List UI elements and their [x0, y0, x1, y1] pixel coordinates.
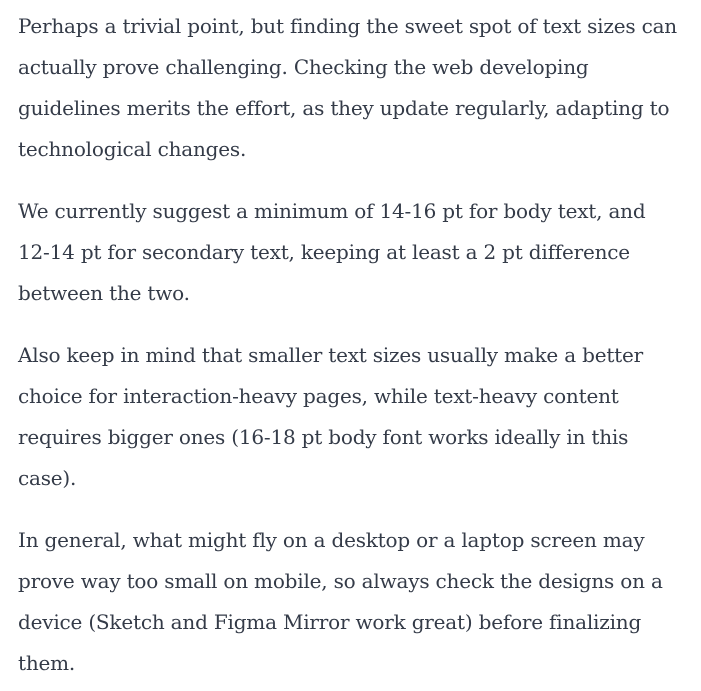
paragraph-page-type-sizes: Also keep in mind that smaller text sizes usually make a better choice for interaction-heavy pages, while text-heavy content requires bigger ones (16-18 pt body font works ideally in this case).: [18, 343, 644, 490]
paragraph-minimum-sizes: We currently suggest a minimum of 14-16 pt for body text, and 12-14 pt for secondary text, keeping at least a 2 pt difference between the two.: [18, 199, 646, 305]
article-body: [18, 6, 683, 684]
paragraph-text-size-intro: Perhaps a trivial point, but finding the sweet spot of text sizes can actually prove challenging. Checking the web developing guidelines merits the effort, as they update regularly, adapting to technological changes.: [18, 14, 677, 161]
paragraph-device-check: In general, what might fly on a desktop or a laptop screen may prove way too small on mobile, so always check the designs on a device (Sketch and Figma Mirror work great) before finalizing them.: [18, 528, 663, 675]
